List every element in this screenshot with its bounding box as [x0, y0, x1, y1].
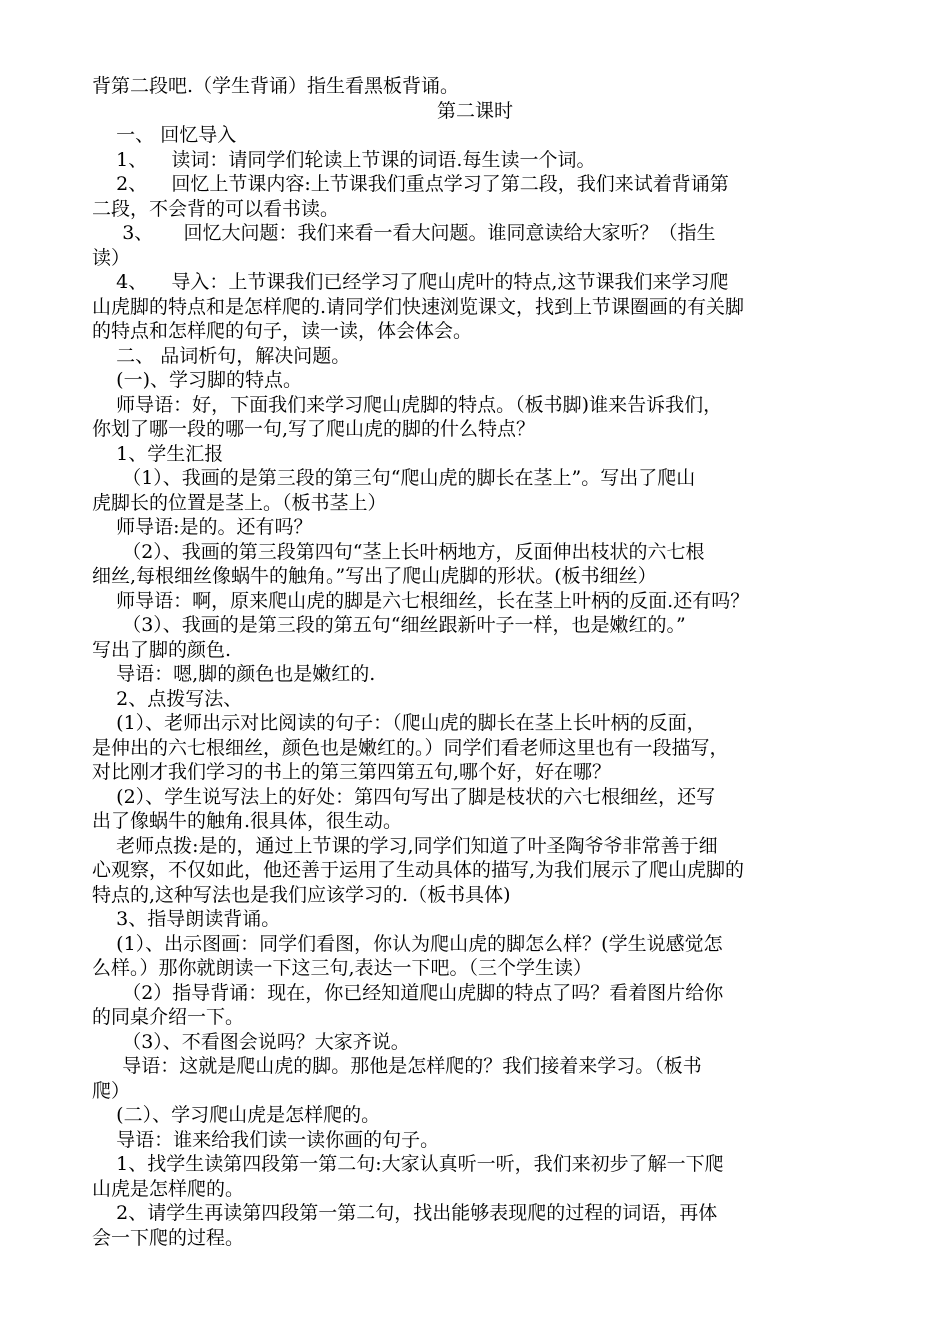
text-line: （2）、我画的第三段第四句“茎上长叶柄地方，反面伸出枝状的六七根: [92, 541, 705, 563]
text-line: 么样。）那你就朗读一下这三句,表达一下吧。（三个学生读）: [92, 957, 593, 979]
text-line: （2）指导背诵：现在，你已经知道爬山虎脚的特点了吗？看着图片给你: [92, 982, 724, 1004]
text-line: 会一下爬的过程。: [92, 1227, 245, 1249]
text-line: 的特点和怎样爬的句子，读一读，体会体会。: [92, 320, 473, 342]
text-line: 读）: [92, 247, 131, 269]
text-line: 4、 导入：上节课我们已经学习了爬山虎叶的特点,这节课我们来学习爬: [92, 271, 729, 293]
text-line: 山虎脚的特点和是怎样爬的.请同学们快速浏览课文，找到上节课圈画的有关脚: [92, 296, 745, 318]
text-line: (1）、出示图画：同学们看图，你认为爬山虎的脚怎么样？(学生说感觉怎: [92, 933, 723, 955]
text-line: 特点的,这种写法也是我们应该学习的.（板书具体): [92, 884, 511, 906]
text-line: 师导语:是的。还有吗？: [92, 516, 313, 538]
text-line: 2、 回忆上节课内容:上节课我们重点学习了第二段，我们来试着背诵第: [92, 173, 729, 195]
text-line: (一)、学习脚的特点。: [92, 369, 302, 391]
text-line: （1）、我画的是第三段的第三句“爬山虎的脚长在茎上”。写出了爬山: [92, 467, 696, 489]
text-line: 二段，不会背的可以看书读。: [92, 198, 340, 220]
text-line: (1）、老师出示对比阅读的句子：（爬山虎的脚长在茎上长叶柄的反面，: [92, 712, 706, 734]
text-line: 2、请学生再读第四段第一第二句，找出能够表现爬的过程的词语，再体: [92, 1202, 718, 1224]
text-line: 心观察，不仅如此，他还善于运用了生动具体的描写,为我们展示了爬山虎脚的: [92, 859, 745, 881]
text-line: 导语：这就是爬山虎的脚。那他是怎样爬的？我们接着来学习。（板书: [92, 1055, 702, 1077]
text-line: 一、 回忆导入: [92, 124, 237, 146]
text-line: （3）、我画的是第三段的第五句“细丝跟新叶子一样，也是嫩红的。”: [92, 614, 686, 636]
text-line: 师导语：好，下面我们来学习爬山虎脚的特点。（板书脚)谁来告诉我们，: [92, 394, 723, 416]
text-line: 细丝,每根细丝像蜗牛的触角。”写出了爬山虎脚的形状。(板书细丝）: [92, 565, 657, 587]
text-line: 1、学生汇报: [92, 443, 224, 465]
text-line: 你划了哪一段的哪一句,写了爬山虎的脚的什么特点？: [92, 418, 536, 440]
text-line: 的同桌介绍一下。: [92, 1006, 245, 1028]
text-line: 背第二段吧.（学生背诵）指生看黑板背诵。: [92, 75, 460, 97]
text-line: 老师点拨:是的，通过上节课的学习,同学们知道了叶圣陶爷爷非常善于细: [92, 835, 718, 857]
section-heading: 第二课时: [436, 100, 513, 122]
text-line: 1、 读词：请同学们轮读上节课的词语.每生读一个词。: [92, 149, 596, 171]
text-line: (二）、学习爬山虎是怎样爬的。: [92, 1104, 381, 1126]
text-line: 导语：谁来给我们读一读你画的句子。: [92, 1129, 440, 1151]
text-line: 导语：嗯,脚的颜色也是嫩红的.: [92, 663, 376, 685]
text-line: 二、 品词析句，解决问题。: [92, 345, 351, 367]
text-line: 1、找学生读第四段第一第二句:大家认真听一听，我们来初步了解一下爬: [92, 1153, 724, 1175]
text-line: (2）、学生说写法上的好处：第四句写出了脚是枝状的六七根细丝，还写: [92, 786, 716, 808]
text-line: 出了像蜗牛的触角.很具体，很生动。: [92, 810, 403, 832]
text-line: 虎脚长的位置是茎上。（板书茎上）: [92, 492, 387, 514]
text-line: 对比刚才我们学习的书上的第三第四第五句,哪个好，好在哪？: [92, 761, 612, 783]
text-line: （3）、不看图会说吗？大家齐说。: [92, 1031, 410, 1053]
text-line: 山虎是怎样爬的。: [92, 1178, 245, 1200]
text-line: 写出了脚的颜色.: [92, 639, 232, 661]
text-line: 是伸出的六七根细丝，颜色也是嫩红的。）同学们看老师这里也有一段描写，: [92, 737, 729, 759]
text-line: 师导语：啊，原来爬山虎的脚是六七根细丝，长在茎上叶柄的反面.还有吗？: [92, 590, 750, 612]
text-line: 3、指导朗读背诵。: [92, 908, 281, 930]
text-line: 2、点拨写法、: [92, 688, 243, 710]
text-line: 3、 回忆大问题：我们来看一看大问题。谁同意读给大家听？（指生: [92, 222, 716, 244]
text-line: 爬）: [92, 1080, 131, 1102]
